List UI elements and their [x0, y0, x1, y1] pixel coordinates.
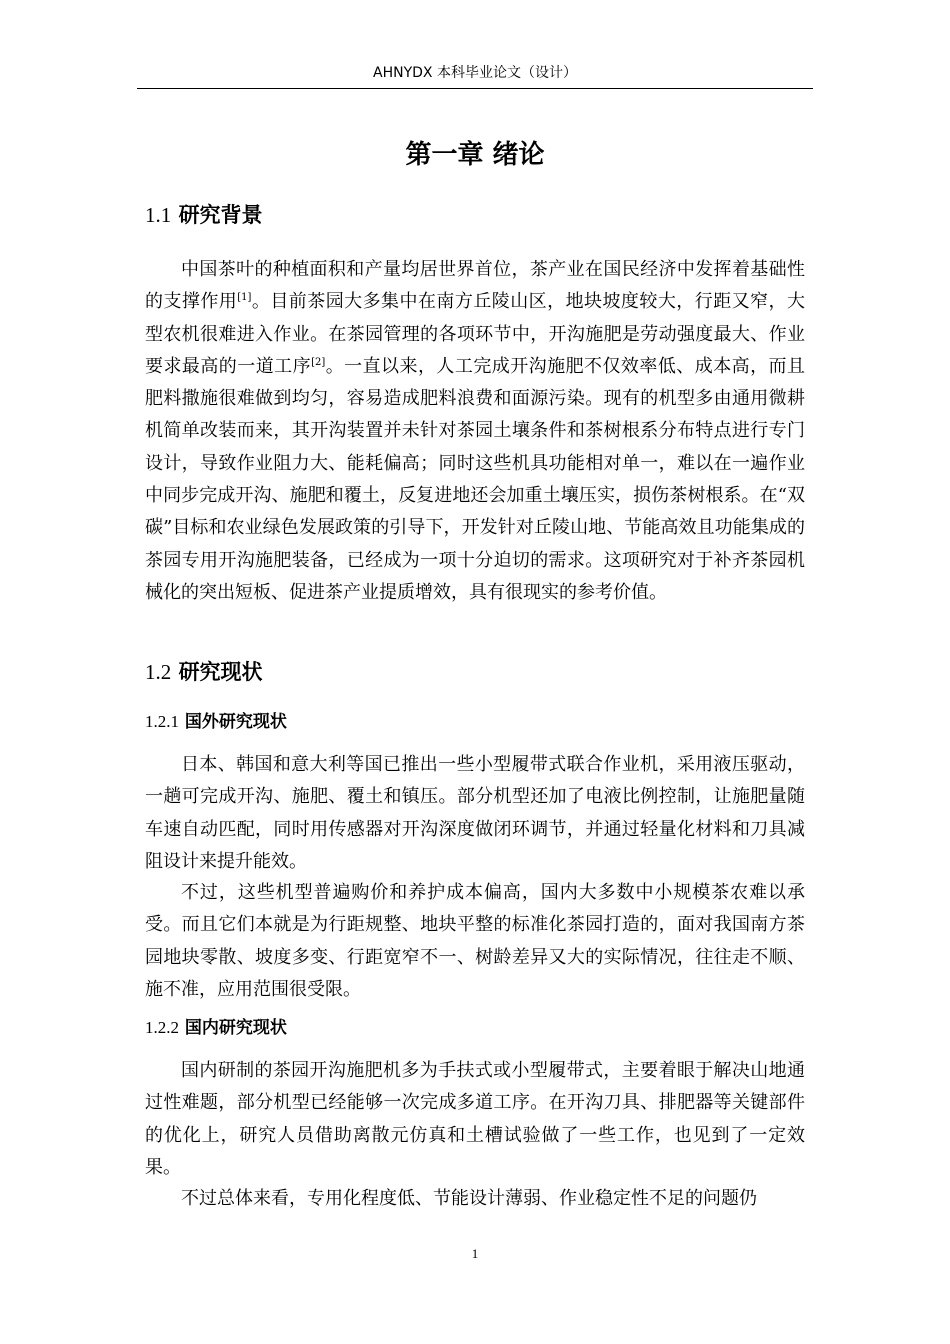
paragraph-domestic-2: 不过总体来看，专用化程度低、节能设计薄弱、作业稳定性不足的问题仍 — [181, 1188, 757, 1209]
section-number: 1.2 — [145, 660, 172, 684]
paragraph-foreign-1: 日本、韩国和意大利等国已推出一些小型履带式联合作业机，采用液压驱动，一趟可完成开沟、施肥、覆土和镇压。部分机型还加了电液比例控制，让施肥量随车速自动匹配，同时用传感器对开沟深度做闭环调节，并通过轻量化材料和刀具减阻设计来提升能效。 — [145, 754, 805, 872]
subsection-title: 国外研究现状 — [184, 712, 287, 732]
subsection-title: 国内研究现状 — [184, 1018, 287, 1038]
paragraph-foreign-2: 不过，这些机型普遍购价和养护成本偏高，国内大多数中小规模茶农难以承受。而且它们本就是为行距规整、地块平整的标准化茶园打造的，面对我国南方茶园地块零散、坡度多变、行距宽窄不一、树龄差异又大的实际情况，往往走不顺、施不准，应用范围很受限。 — [145, 882, 805, 1000]
running-header: AHNYDX 本科毕业论文（设计） — [373, 65, 577, 81]
paragraph-background: 中国茶叶的种植面积和产量均居世界首位，茶产业在国民经济中发挥着基础性的支撑作用[1]。目前茶园大多集中在南方丘陵山区，地块坡度较大，行距又窄，大型农机很难进入作业。在茶园管理的各项环节中，开沟施肥是劳动强度最大、作业要求最高的一道工序[2]。一直以来，人工完成开沟施肥不仅效率低、成本高，而且肥料撒施很难做到均匀，容易造成肥料浪费和面源污染。现有的机型多由通用微耕机简单改装而来，其开沟装置并未针对茶园土壤条件和茶树根系分布特点进行专门设计，导致作业阻力大、能耗偏高；同时这些机具功能相对单一，难以在一遍作业中同步完成开沟、施肥和覆土，反复进地还会加重土壤压实，损伤茶树根系。在“双碳”目标和农业绿色发展政策的引导下，开发针对丘陵山地、节能高效且功能集成的茶园专用开沟施肥装备，已经成为一项十分迫切的需求。这项研究对于补齐茶园机械化的突出短板、促进茶产业提质增效，具有很现实的参考价值。 — [145, 259, 806, 603]
section-heading-1-1 — [145, 200, 263, 230]
section-title: 研究背景 — [178, 202, 263, 227]
page-number: 1 — [471, 1246, 479, 1261]
section-title: 研究现状 — [178, 659, 263, 684]
subsection-number: 1.2.2 — [145, 1018, 179, 1037]
section-heading-1-2 — [145, 657, 263, 687]
subsection-heading-1-2-1 — [145, 709, 287, 735]
chapter-title: 第一章 绪论 — [405, 140, 545, 170]
subsection-heading-1-2-2 — [145, 1015, 287, 1041]
paragraph-domestic-1: 国内研制的茶园开沟施肥机多为手扶式或小型履带式，主要着眼于解决山地通过性难题，部分机型已经能够一次完成多道工序。在开沟刀具、排肥器等关键部件的优化上，研究人员借助离散元仿真和土槽试验做了一些工作，也见到了一定效果。 — [145, 1060, 805, 1178]
section-number: 1.1 — [145, 203, 172, 227]
citation-2[interactable]: [2] — [311, 356, 326, 368]
header-rule — [137, 88, 813, 89]
citation-1[interactable]: [1] — [237, 292, 252, 304]
subsection-number: 1.2.1 — [145, 712, 179, 731]
